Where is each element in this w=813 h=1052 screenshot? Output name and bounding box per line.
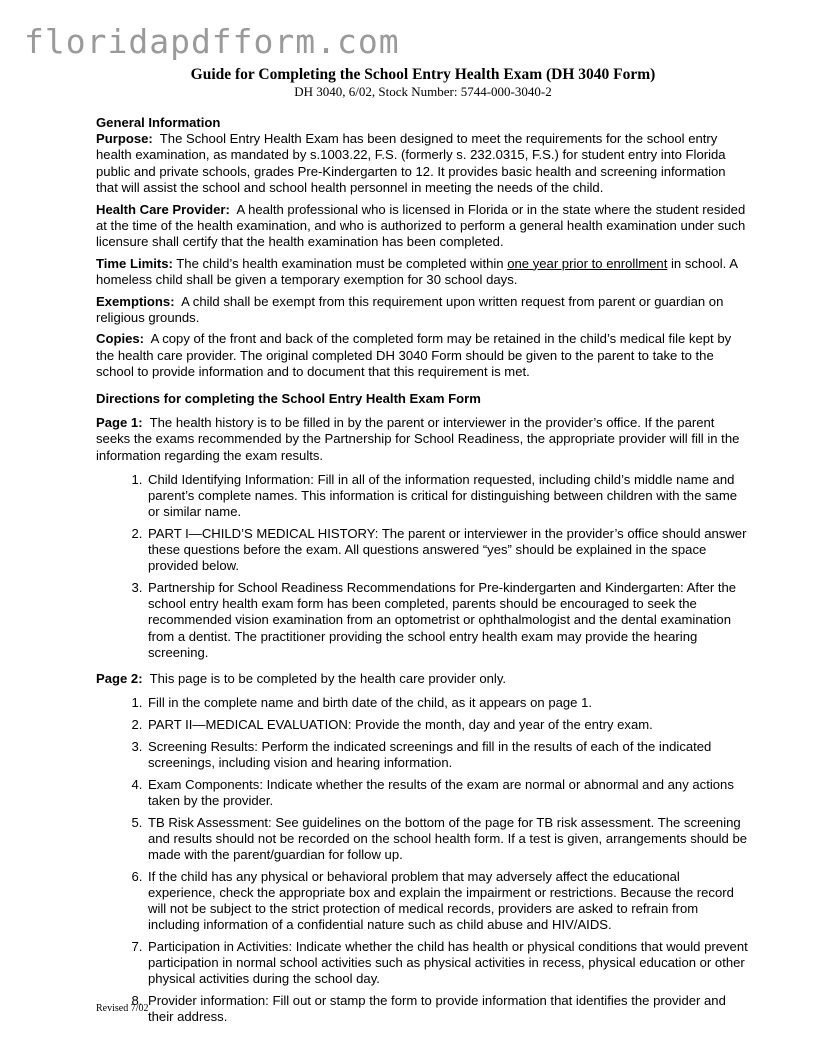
page1-label: Page 1: (96, 415, 143, 431)
page1-list (96, 472, 750, 661)
exemptions-label: Exemptions: (96, 293, 175, 309)
exemptions-text: A child shall be exempt from this requirement upon written request from parent or guardian on religious grounds. (96, 293, 724, 325)
page2-list (96, 695, 750, 1025)
document-title: Guide for Completing the School Entry Health Exam (DH 3040 Form) (190, 66, 656, 83)
list-item: 7. Participation in Activities: Indicate whether the child has health or physical conditions that would prevent participation in normal school activities such as physical activities in recess, physical education or other physical activities during the school day. (146, 939, 750, 988)
time-limits-text-b: in school. A homeless child shall be given a temporary exemption for 30 school days. (96, 255, 738, 287)
document-subtitle: DH 3040, 6/02, Stock Number: 5744-000-3040-2 (294, 84, 552, 99)
list-item: 4. Exam Components: Indicate whether the results of the exam are normal or abnormal and any actions taken by the provider. (146, 777, 750, 809)
page2-paragraph (96, 671, 750, 687)
page2-text: This page is to be completed by the health care provider only. (149, 671, 507, 687)
page1-text: The health history is to be filled in by the parent or interviewer in the provider’s office. If the parent seeks the exams recommended by the Partnership for School Readiness, the appropriate provider will fill in the information regarding the exam results. (96, 415, 740, 463)
copies-paragraph (96, 331, 750, 380)
list-item: 8. Provider information: Fill out or stamp the form to provide information that identifies the provider and their address. (146, 993, 750, 1025)
time-limits-paragraph (96, 256, 750, 288)
page2-label: Page 2: (96, 671, 143, 687)
list-item: 3. Screening Results: Perform the indicated screenings and fill in the results of each of the indicated screenings, including vision and hearing information. (146, 739, 750, 771)
list-item: 6. If the child has any physical or behavioral problem that may adversely affect the educational experience, check the appropriate box and explain the impairment or restrictions. Because the record will not be subject to the strict protection of medical records, providers are asked to refrain from including information of a confidential nature such as child abuse and HIV/AIDS. (146, 869, 750, 934)
document-body (96, 66, 750, 1031)
purpose-paragraph (96, 131, 750, 196)
copies-label: Copies: (96, 331, 145, 347)
list-item: 3. Partnership for School Readiness Recommendations for Pre-kindergarten and Kindergarten: After the school entry health exam form has been completed, parents should be encouraged to seek the recommended vision examination from an optometrist or ophthalmologist and the dental examination from a dentist. The practitioner providing the school entry health exam may provide the hearing screening. (146, 580, 750, 661)
general-info-heading: General Information (96, 115, 221, 130)
exemptions-paragraph (96, 294, 750, 326)
page1-paragraph (96, 415, 750, 464)
watermark: floridapdfform.com (24, 22, 400, 61)
directions-heading: Directions for completing the School Entry Health Exam Form (96, 391, 481, 407)
purpose-text: The School Entry Health Exam has been designed to meet the requirements for the school entry health examination, as mandated by s.1003.22, F.S. (formerly s. 232.0315, F.S.) for student entry into Florida public and private schools, grades Pre-Kindergarten to 12. It provides basic health and screening information that will assist the school and school health personnel in meeting the needs of the child. (96, 131, 726, 195)
copies-text: A copy of the front and back of the completed form may be retained in the child’s medical file kept by the health care provider. The original completed DH 3040 Form should be given to the parent to take to the school to provide information and to document that this requirement is met. (96, 331, 732, 379)
revision-footer: Revised 7/02 (96, 1003, 149, 1014)
purpose-label: Purpose: (96, 131, 153, 147)
provider-paragraph (96, 202, 750, 251)
time-limits-text-a: The child’s health examination must be completed within (176, 255, 504, 271)
list-item: 5. TB Risk Assessment: See guidelines on the bottom of the page for TB risk assessment. The screening and results should not be recorded on the school health form. If a test is given, arrangements should be made with the parent/guardian for follow up. (146, 815, 750, 864)
list-item: 1. Child Identifying Information: Fill in all of the information requested, including child’s middle name and parent’s complete names. This information is critical for distinguishing between children with the same or similar name. (146, 472, 750, 521)
list-item: 2. PART I—CHILD’S MEDICAL HISTORY: The parent or interviewer in the provider’s office should answer these questions before the exam. All questions answered “yes” should be explained in the space provided below. (146, 526, 750, 575)
provider-text: A health professional who is licensed in Florida or in the state where the student resided at the time of the health examination, and who is authorized to perform a general health examination under such licensure shall certify that the health examination has been completed. (96, 201, 746, 249)
time-limits-label: Time Limits: (96, 255, 173, 271)
time-limits-underlined: one year prior to enrollment (507, 255, 668, 271)
provider-label: Health Care Provider: (96, 201, 230, 217)
list-item: 2. PART II—MEDICAL EVALUATION: Provide the month, day and year of the entry exam. (146, 717, 750, 733)
list-item: 1. Fill in the complete name and birth date of the child, as it appears on page 1. (146, 695, 750, 711)
